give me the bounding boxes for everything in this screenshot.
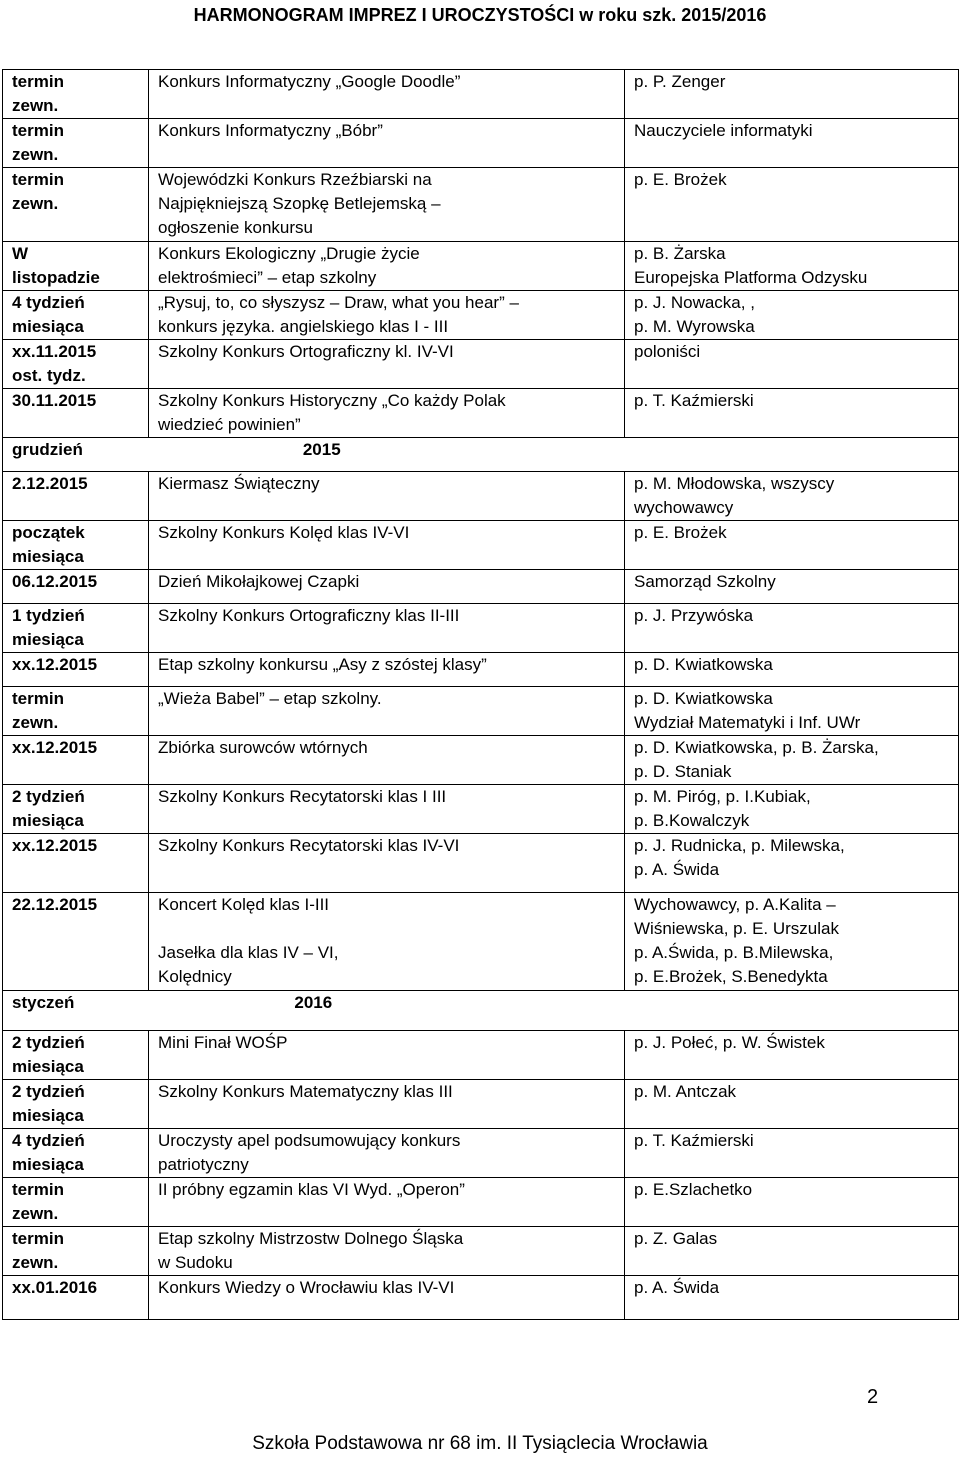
- table-row: [3, 1178, 959, 1227]
- event-organizer-cell: [625, 168, 959, 242]
- table-row: [3, 70, 959, 119]
- event-name-cell: [149, 119, 625, 168]
- event-date-line: W: [12, 244, 29, 263]
- event-date-line: termin: [12, 121, 64, 140]
- event-name-line: konkurs języka. angielskiego klas I - III: [158, 317, 449, 336]
- event-name-cell: [149, 570, 625, 604]
- event-organizer-line: p. A.Świda, p. B.Milewska,: [634, 943, 834, 962]
- event-organizer-cell: [625, 1080, 959, 1129]
- event-date-line: miesiąca: [12, 1106, 84, 1125]
- table-row: [3, 291, 959, 340]
- event-date-line: 30.11.2015: [12, 391, 97, 410]
- event-date-cell: [3, 70, 149, 119]
- event-date-line: xx.12.2015: [12, 836, 98, 855]
- event-date-line: termin: [12, 1180, 64, 1199]
- event-date-cell: [3, 570, 149, 604]
- event-date-cell: [3, 119, 149, 168]
- month-heading: [3, 438, 959, 472]
- event-organizer-line: Nauczyciele informatyki: [634, 121, 813, 140]
- event-organizer-cell: [625, 604, 959, 653]
- event-date-line: miesiąca: [12, 317, 84, 336]
- event-name-cell: [149, 785, 625, 834]
- event-organizer-line: p. B. Żarska: [634, 244, 726, 263]
- event-organizer-line: p. J. Połeć, p. W. Świstek: [634, 1033, 825, 1052]
- event-date-line: termin: [12, 170, 64, 189]
- month-name: grudzień: [12, 440, 83, 459]
- event-date-line: xx.11.2015: [12, 342, 97, 361]
- event-name-line: II próbny egzamin klas VI Wyd. „Operon”: [158, 1180, 465, 1199]
- event-date-line: 2.12.2015: [12, 474, 88, 493]
- event-name-cell: [149, 653, 625, 687]
- event-name-line: Szkolny Konkurs Historyczny „Co każdy Polak: [158, 391, 506, 410]
- event-name-line: Konkurs Informatyczny „Bóbr”: [158, 121, 383, 140]
- event-date-line: 2 tydzień: [12, 1082, 85, 1101]
- month-year: 2015: [302, 440, 341, 459]
- event-name-line: wiedzieć powinien”: [158, 415, 301, 434]
- event-organizer-cell: [625, 1129, 959, 1178]
- event-organizer-line: p. D. Staniak: [634, 762, 732, 781]
- event-date-line: miesiąca: [12, 630, 84, 649]
- event-date-cell: [3, 834, 149, 893]
- event-organizer-line: p. D. Kwiatkowska: [634, 689, 773, 708]
- event-date-cell: [3, 1227, 149, 1276]
- event-organizer-line: poloniści: [634, 342, 701, 361]
- table-row: [3, 1276, 959, 1320]
- event-organizer-cell: [625, 472, 959, 521]
- event-organizer-line: Europejska Platforma Odzysku: [634, 268, 868, 287]
- event-name-cell: [149, 1031, 625, 1080]
- event-organizer-line: p. A. Świda: [634, 1278, 720, 1297]
- event-organizer-line: p. E.Szlachetko: [634, 1180, 753, 1199]
- page-title: HARMONOGRAM IMPREZ I UROCZYSTOŚCI w roku szk. 2015/2016: [193, 5, 767, 25]
- event-date-cell: [3, 604, 149, 653]
- event-organizer-line: p. B.Kowalczyk: [634, 811, 750, 830]
- event-organizer-cell: [625, 291, 959, 340]
- event-organizer-line: p. D. Kwiatkowska: [634, 655, 773, 674]
- table-row: [3, 1080, 959, 1129]
- event-name-cell: [149, 340, 625, 389]
- event-name-line: Wojewódzki Konkurs Rzeźbiarski na: [158, 170, 432, 189]
- event-name-line: Zbiórka surowców wtórnych: [158, 738, 368, 757]
- event-organizer-line: p. T. Kaźmierski: [634, 391, 754, 410]
- event-date-line: 4 tydzień: [12, 293, 85, 312]
- table-row: [3, 340, 959, 389]
- event-organizer-cell: [625, 242, 959, 291]
- event-organizer-cell: [625, 834, 959, 893]
- event-name-line: Uroczysty apel podsumowujący konkurs: [158, 1131, 461, 1150]
- schedule-body: [3, 70, 959, 1320]
- event-date-cell: [3, 1276, 149, 1320]
- table-row: [3, 242, 959, 291]
- event-name-line: Dzień Mikołajkowej Czapki: [158, 572, 360, 591]
- event-organizer-line: p. E.Brożek, S.Benedykta: [634, 967, 828, 986]
- event-organizer-line: Samorząd Szkolny: [634, 572, 776, 591]
- page-footer: Szkoła Podstawowa nr 68 im. II Tysiąclecia Wrocławia: [252, 1433, 708, 1454]
- month-name: styczeń: [12, 993, 75, 1012]
- event-date-line: xx.12.2015: [12, 655, 98, 674]
- event-name-line: Koncert Kolęd klas I-III: [158, 895, 330, 914]
- table-row: [3, 1129, 959, 1178]
- event-name-line: patriotyczny: [158, 1155, 249, 1174]
- month-row: [3, 438, 959, 472]
- event-name-line: Szkolny Konkurs Matematyczny klas III: [158, 1082, 453, 1101]
- event-date-line: zewn.: [12, 96, 59, 115]
- table-row: [3, 604, 959, 653]
- event-organizer-line: p. P. Zenger: [634, 72, 726, 91]
- event-organizer-line: p. J. Przywóska: [634, 606, 754, 625]
- event-name-line: Szkolny Konkurs Recytatorski klas IV-VI: [158, 836, 460, 855]
- event-name-cell: [149, 1178, 625, 1227]
- event-date-cell: [3, 893, 149, 991]
- event-name-line: Kolędnicy: [158, 967, 232, 986]
- event-name-cell: [149, 242, 625, 291]
- event-date-cell: [3, 168, 149, 242]
- event-date-line: termin: [12, 1229, 64, 1248]
- event-organizer-line: p. E. Brożek: [634, 170, 727, 189]
- event-date-line: 2 tydzień: [12, 787, 85, 806]
- event-name-line: Etap szkolny konkursu „Asy z szóstej klasy”: [158, 655, 487, 674]
- event-name-cell: [149, 1276, 625, 1320]
- event-organizer-cell: [625, 570, 959, 604]
- event-date-line: 22.12.2015: [12, 895, 98, 914]
- event-organizer-line: p. M. Piróg, p. I.Kubiak,: [634, 787, 811, 806]
- event-organizer-cell: [625, 70, 959, 119]
- event-date-line: 4 tydzień: [12, 1131, 85, 1150]
- event-organizer-line: p. T. Kaźmierski: [634, 1131, 754, 1150]
- event-name-line: Szkolny Konkurs Ortograficzny klas II-III: [158, 606, 460, 625]
- event-name-line: Jasełka dla klas IV – VI,: [158, 943, 339, 962]
- event-name-line: Mini Finał WOŚP: [158, 1033, 288, 1052]
- event-date-line: 1 tydzień: [12, 606, 85, 625]
- event-date-cell: [3, 785, 149, 834]
- table-row: [3, 1227, 959, 1276]
- event-date-line: zewn.: [12, 194, 59, 213]
- event-name-cell: [149, 1227, 625, 1276]
- event-date-line: xx.12.2015: [12, 738, 98, 757]
- event-date-line: miesiąca: [12, 547, 84, 566]
- table-row: [3, 521, 959, 570]
- event-date-line: zewn.: [12, 1204, 59, 1223]
- event-date-line: początek: [12, 523, 85, 542]
- event-date-line: 06.12.2015: [12, 572, 98, 591]
- table-row: [3, 687, 959, 736]
- event-date-line: miesiąca: [12, 1155, 84, 1174]
- event-name-line: Szkolny Konkurs Ortograficzny kl. IV-VI: [158, 342, 454, 361]
- table-row: [3, 834, 959, 893]
- table-row: [3, 893, 959, 991]
- event-organizer-line: p. D. Kwiatkowska, p. B. Żarska,: [634, 738, 879, 757]
- event-organizer-line: p. M. Wyrowska: [634, 317, 755, 336]
- event-date-line: miesiąca: [12, 811, 84, 830]
- event-date-line: termin: [12, 72, 64, 91]
- event-name-line: Szkolny Konkurs Kolęd klas IV-VI: [158, 523, 410, 542]
- event-organizer-line: p. A. Świda: [634, 860, 720, 879]
- table-row: [3, 472, 959, 521]
- event-name-line: ogłoszenie konkursu: [158, 218, 313, 237]
- event-name-cell: [149, 834, 625, 893]
- event-organizer-line: Wiśniewska, p. E. Urszulak: [634, 919, 839, 938]
- event-name-cell: [149, 604, 625, 653]
- event-name-line: Kiermasz Świąteczny: [158, 474, 320, 493]
- event-organizer-line: Wychowawcy, p. A.Kalita –: [634, 895, 836, 914]
- event-organizer-cell: [625, 1276, 959, 1320]
- event-organizer-cell: [625, 736, 959, 785]
- table-row: [3, 570, 959, 604]
- event-organizer-line: p. J. Rudnicka, p. Milewska,: [634, 836, 845, 855]
- page-number: 2: [867, 1386, 879, 1408]
- event-name-line: „Rysuj, to, co słyszysz – Draw, what you hear” –: [158, 293, 519, 312]
- event-organizer-line: p. M. Młodowska, wszyscy: [634, 474, 835, 493]
- event-date-line: zewn.: [12, 1253, 59, 1272]
- event-organizer-cell: [625, 1031, 959, 1080]
- table-row: [3, 119, 959, 168]
- event-date-cell: [3, 1080, 149, 1129]
- event-name-cell: [149, 291, 625, 340]
- event-organizer-cell: [625, 340, 959, 389]
- event-date-cell: [3, 291, 149, 340]
- event-name-cell: [149, 1129, 625, 1178]
- event-date-cell: [3, 653, 149, 687]
- event-organizer-line: Wydział Matematyki i Inf. UWr: [634, 713, 861, 732]
- event-name-line: „Wieża Babel” – etap szkolny.: [158, 689, 382, 708]
- table-row: [3, 653, 959, 687]
- table-row: [3, 389, 959, 438]
- event-date-cell: [3, 389, 149, 438]
- month-row: [3, 991, 959, 1031]
- event-name-cell: [149, 168, 625, 242]
- event-name-cell: [149, 736, 625, 785]
- event-organizer-cell: [625, 1227, 959, 1276]
- event-name-cell: [149, 1080, 625, 1129]
- month-heading: [3, 991, 959, 1031]
- event-date-cell: [3, 1178, 149, 1227]
- event-name-cell: [149, 521, 625, 570]
- event-name-cell: [149, 893, 625, 991]
- table-row: [3, 736, 959, 785]
- event-organizer-line: p. E. Brożek: [634, 523, 727, 542]
- event-date-cell: [3, 242, 149, 291]
- event-name-line: [158, 917, 618, 941]
- event-name-cell: [149, 687, 625, 736]
- event-date-line: listopadzie: [12, 268, 100, 287]
- event-date-line: miesiąca: [12, 1057, 84, 1076]
- event-name-line: Konkurs Informatyczny „Google Doodle”: [158, 72, 461, 91]
- event-name-line: w Sudoku: [158, 1253, 233, 1272]
- event-name-line: Konkurs Wiedzy o Wrocławiu klas IV-VI: [158, 1278, 455, 1297]
- event-organizer-line: p. J. Nowacka, ,: [634, 293, 755, 312]
- event-name-line: Konkurs Ekologiczny „Drugie życie: [158, 244, 420, 263]
- event-organizer-cell: [625, 1178, 959, 1227]
- event-organizer-cell: [625, 893, 959, 991]
- event-date-cell: [3, 521, 149, 570]
- event-date-line: xx.01.2016: [12, 1278, 98, 1297]
- event-date-cell: [3, 1129, 149, 1178]
- event-date-cell: [3, 736, 149, 785]
- table-row: [3, 1031, 959, 1080]
- table-row: [3, 785, 959, 834]
- event-date-line: ost. tydz.: [12, 366, 86, 385]
- event-date-cell: [3, 1031, 149, 1080]
- event-organizer-cell: [625, 119, 959, 168]
- schedule-table: [2, 69, 959, 1320]
- event-name-cell: [149, 472, 625, 521]
- event-organizer-line: wychowawcy: [634, 498, 734, 517]
- event-organizer-line: p. M. Antczak: [634, 1082, 737, 1101]
- month-year: 2016: [294, 993, 333, 1012]
- event-organizer-cell: [625, 389, 959, 438]
- event-name-cell: [149, 70, 625, 119]
- event-name-line: Szkolny Konkurs Recytatorski klas I III: [158, 787, 447, 806]
- event-name-line: Etap szkolny Mistrzostw Dolnego Śląska: [158, 1229, 464, 1248]
- event-organizer-cell: [625, 653, 959, 687]
- event-organizer-cell: [625, 785, 959, 834]
- event-date-cell: [3, 340, 149, 389]
- event-date-line: termin: [12, 689, 64, 708]
- event-date-line: 2 tydzień: [12, 1033, 85, 1052]
- event-organizer-line: p. Z. Galas: [634, 1229, 718, 1248]
- event-date-line: zewn.: [12, 145, 59, 164]
- event-organizer-cell: [625, 687, 959, 736]
- event-date-cell: [3, 472, 149, 521]
- event-organizer-cell: [625, 521, 959, 570]
- event-date-cell: [3, 687, 149, 736]
- event-name-cell: [149, 389, 625, 438]
- event-name-line: Najpiękniejszą Szopkę Betlejemską –: [158, 194, 441, 213]
- event-name-line: elektrośmieci” – etap szkolny: [158, 268, 377, 287]
- table-row: [3, 168, 959, 242]
- event-date-line: zewn.: [12, 713, 59, 732]
